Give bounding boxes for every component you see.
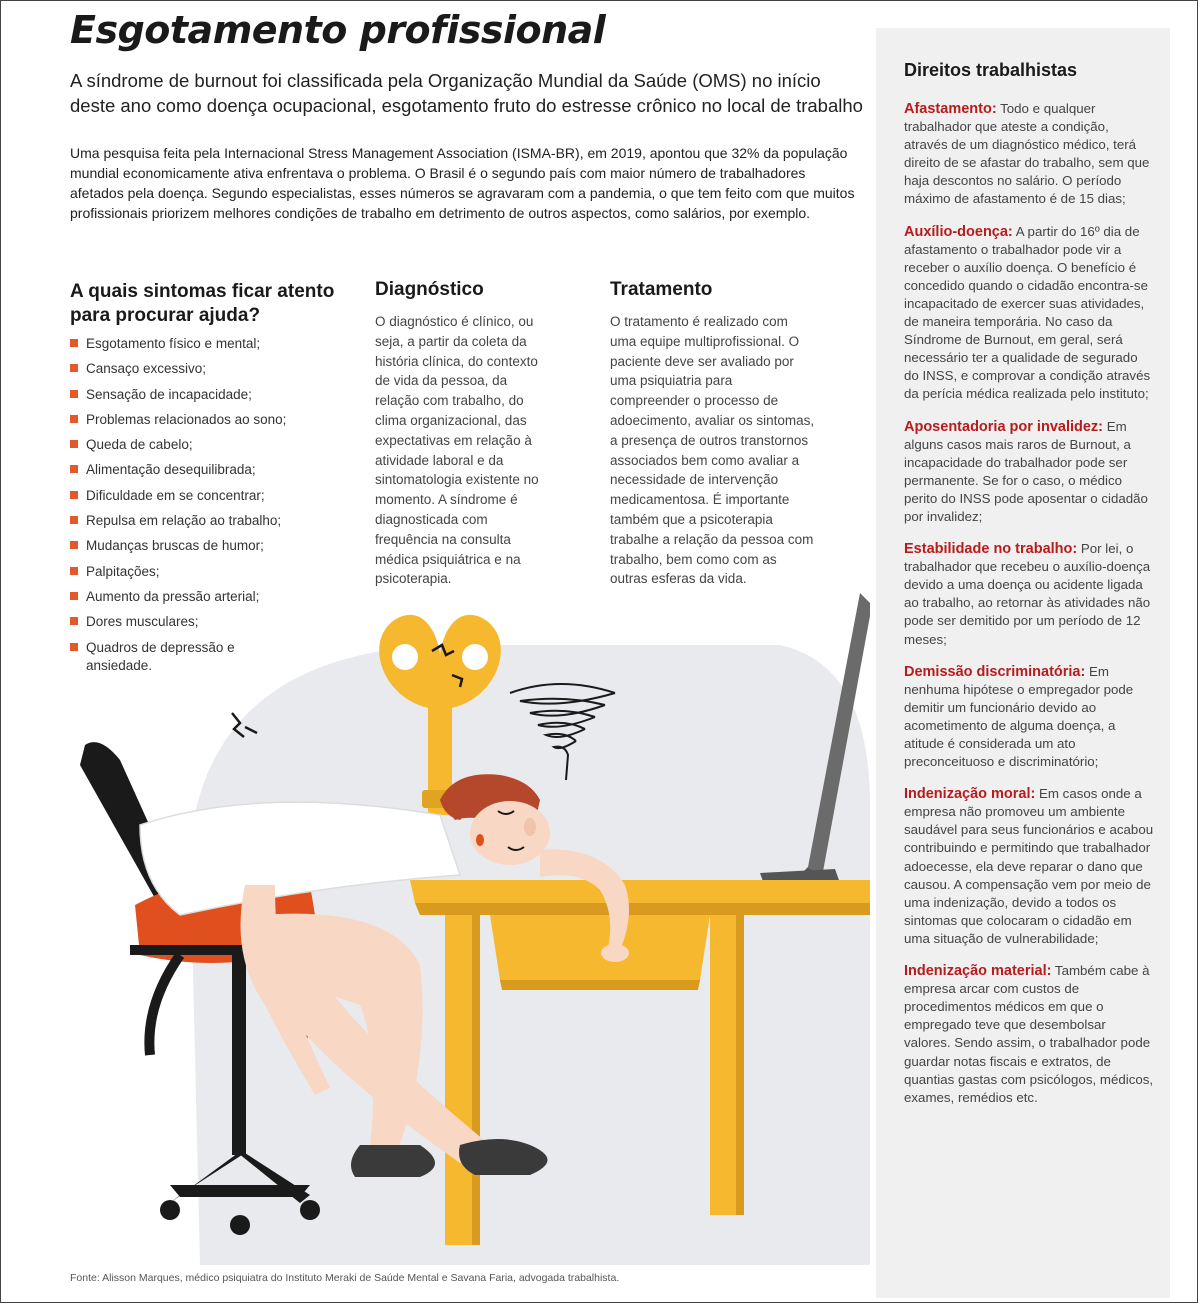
list-item: Problemas relacionados ao sono;	[70, 411, 350, 429]
list-item: Aumento da pressão arterial;	[70, 588, 350, 606]
list-item: Sensação de incapacidade;	[70, 386, 350, 404]
bullet-square-icon	[70, 390, 78, 398]
list-item: Queda de cabelo;	[70, 436, 350, 454]
right-item-indenizacao-moral: Indenização moral: Em casos onde a empresa não promoveu um ambiente saudável para seus funcionários e acabou contribuindo e permitindo que trabalhador adoecesse, ela deve reparar o dano que causou. A compensação vem por meio de uma indenização, devido a todos os sintomas que colocaram o cidadão em uma situação de vulnerabilidade;	[904, 786, 1154, 946]
right-item-demissao: Demissão discriminatória: Em nenhuma hipótese o empregador pode demitir um funcionário devido ao acometimento de alguma doença, a atitude é considerada um ato preconceituoso e discriminatório;	[904, 663, 1134, 770]
bullet-square-icon	[70, 567, 78, 575]
list-item: Mudanças bruscas de humor;	[70, 537, 350, 555]
list-item: Cansaço excessivo;	[70, 360, 350, 378]
list-item: Alimentação desequilibrada;	[70, 461, 350, 479]
burnout-illustration	[60, 585, 870, 1265]
list-item: Quadros de depressão e ansiedade.	[70, 639, 256, 675]
bullet-square-icon	[70, 415, 78, 423]
right-item-auxilio-doenca: Auxílio-doença: A partir do 16º dia de afastamento o trabalhador pode vir a receber o auxílio doença. O benefício é concedido quando o cidadão encontra-se incapacitado de exercer suas atividades, de maneira temporária. No caso da Síndrome de Burnout, em geral, será necessário ter a qualidade de segurado do INSS, e comprovar a condição através da perícia médica realizada pelo instituto;	[904, 223, 1151, 402]
right-item-afastamento: Afastamento: Todo e qualquer trabalhador que ateste a condição, através de um diagnóstico médico, terá direito de se afastar do trabalho, sem que haja descontos no salário. O período máximo de afastamento é de 15 dias;	[904, 101, 1150, 207]
list-item: Repulsa em relação ao trabalho;	[70, 512, 350, 530]
bullet-square-icon	[70, 364, 78, 372]
list-item: Esgotamento físico e mental;	[70, 335, 350, 353]
bullet-square-icon	[70, 516, 78, 524]
rights-title: Direitos trabalhistas	[904, 60, 1078, 80]
right-item-aposentadoria: Aposentadoria por invalidez: Em alguns casos mais raros de Burnout, a incapacidade do trabalhador pode ser permanente. Se for o caso, o médico perito do INSS pode aposentar o cidadão por invalidez;	[904, 418, 1148, 524]
bullet-square-icon	[70, 339, 78, 347]
list-item: Palpitações;	[70, 563, 350, 581]
tratamento-title: Tratamento	[610, 279, 713, 300]
symptoms-title: A quais sintomas ficar atento para procurar ajuda?	[70, 281, 335, 326]
source-note: Fonte: Alisson Marques, médico psiquiatra do Instituto Meraki de Saúde Mental e Savana Faria, advogada trabalhista.	[70, 1272, 620, 1284]
page-subtitle: A síndrome de burnout foi classificada pela Organização Mundial da Saúde (OMS) no início deste ano como doença ocupacional, esgotamento fruto do estresse crônico no local de trabalho	[70, 70, 863, 116]
diagnostico-text: O diagnóstico é clínico, ou seja, a partir da coleta da história clínica, do contexto de vida da pessoa, da relação com trabalho, do clima organizacional, das expectativas em relação à atividade laboral e da sintomatologia existente no momento. A síndrome é diagnosticada com frequência na consulta médica psiquiátrica e na psicoterapia.	[375, 314, 539, 587]
bullet-square-icon	[70, 465, 78, 473]
right-item-estabilidade: Estabilidade no trabalho: Por lei, o trabalhador que recebeu o auxílio-doença devido a uma doença ou acidente ligada ao trabalho, ao retornar às atividades não pode ser demitido por um período de 12 meses;	[904, 541, 1151, 647]
rights-list	[904, 100, 1156, 1121]
list-item: Dificuldade em se concentrar;	[70, 487, 350, 505]
right-item-indenizacao-material: Indenização material: Também cabe à empresa arcar com custos de procedimentos médicos em que o empregado teve que desembolsar valores. Sendo assim, o trabalhador pode guardar notas fiscais e extratos, de quantias gastas com psicólogos, médicos, exames, remédios etc.	[904, 963, 1154, 1105]
intro-paragraph: Uma pesquisa feita pela Internacional Stress Management Association (ISMA-BR), em 2019, apontou que 32% da população mundial economicamente ativa enfrentava o problema. O Brasil é o segundo país com maior número de trabalhadores afetados pela doença. Segundo especialistas, esses números se agravaram com a pandemia, o que tem feito com que muitos profissionais priorizem melhores condições de trabalho em detrimento de outros aspectos, como salários, por exemplo.	[70, 145, 855, 221]
list-item: Dores musculares;	[70, 613, 350, 631]
bullet-square-icon	[70, 491, 78, 499]
diagnostico-title: Diagnóstico	[375, 279, 484, 300]
page-title: Esgotamento profissional	[70, 8, 606, 52]
tratamento-text: O tratamento é realizado com uma equipe multiprofissional. O paciente deve ser avaliado por uma psiquiatria para compreender o processo de adoecimento, avaliar os sintomas, a presença de outros transtornos associados bem como avaliar a necessidade de intervenção medicamentosa. É importante também que a psicoterapia trabalhe a relação da pessoa com trabalho, bem como com as outras esferas da vida.	[610, 314, 815, 587]
bullet-square-icon	[70, 440, 78, 448]
bullet-square-icon	[70, 541, 78, 549]
